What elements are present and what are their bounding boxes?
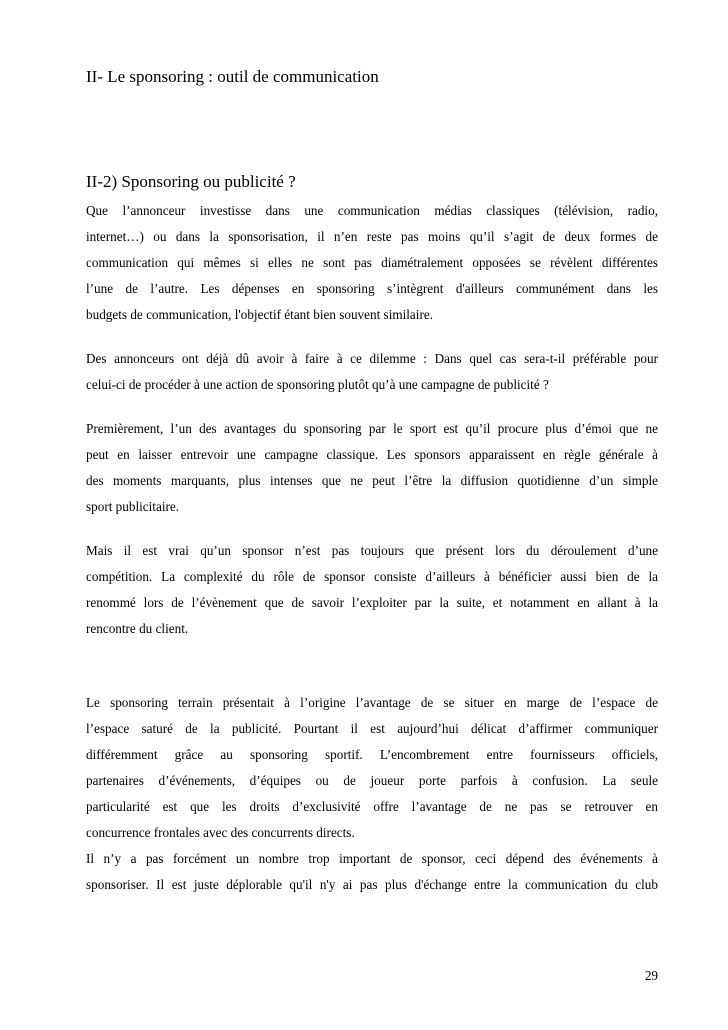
paragraph-4-line: rencontre du client. <box>86 621 189 636</box>
subsection-title: II-2) Sponsoring ou publicité ? <box>86 172 296 191</box>
paragraph-2-line: celui-ci de procéder à une action de sponsoring plutôt qu’à une campagne de publicité ? <box>86 377 549 392</box>
paragraph-3-line: peut en laisser entrevoir une campagne classique. Les sponsors apparaissent en règle générale à <box>86 447 658 462</box>
paragraph-3-line: Premièrement, l’un des avantages du sponsoring par le sport est qu’il procure plus d’émoi que ne <box>86 421 658 436</box>
paragraph-5-line: l’espace saturé de la publicité. Pourtant il est aujourd’hui délicat d’affirmer communiquer <box>86 721 658 736</box>
paragraph-1-line: budgets de communication, l'objectif étant bien souvent similaire. <box>86 307 433 322</box>
paragraph-6-line: Il n’y a pas forcément un nombre trop important de sponsor, ceci dépend des événements à <box>86 851 658 866</box>
paragraph-3-line: sport publicitaire. <box>86 499 180 514</box>
paragraph-3-line: des moments marquants, plus intenses que ne peut l’être la diffusion quotidienne d’un simple <box>86 473 658 488</box>
paragraph-5-line: particularité est que les droits d’exclusivité offre l’avantage de ne pas se retrouver en <box>86 799 658 814</box>
paragraph-1-line: internet…) ou dans la sponsorisation, il n’en reste pas moins qu’il s’agit de deux formes de <box>86 229 658 244</box>
paragraph-4-line: Mais il est vrai qu’un sponsor n’est pas toujours que présent lors du déroulement d’une <box>86 543 658 558</box>
section-title: II- Le sponsoring : outil de communication <box>86 67 379 86</box>
paragraph-4-line: compétition. La complexité du rôle de sponsor consiste d’ailleurs à bénéficier aussi bien de la <box>86 569 658 584</box>
paragraph-5-line: Le sponsoring terrain présentait à l’origine l’avantage de se situer en marge de l’espace de <box>86 695 658 710</box>
paragraph-1-line: communication qui mêmes si elles ne sont pas diamétralement opposées se révèlent différentes <box>86 255 658 270</box>
paragraph-5-line: différemment grâce au sponsoring sportif. L’encombrement entre fournisseurs officiels, <box>86 747 658 762</box>
page-number: 29 <box>644 968 658 983</box>
paragraph-5-line: concurrence frontales avec des concurrents directs. <box>86 825 355 840</box>
paragraph-2-line: Des annonceurs ont déjà dû avoir à faire à ce dilemme : Dans quel cas sera-t-il préférable pour <box>86 351 658 366</box>
paragraph-4-line: renommé lors de l’évènement que de savoir l’exploiter par la suite, et notamment en allant à la <box>86 595 658 610</box>
paragraph-1-line: l’une de l’autre. Les dépenses en sponsoring s’intègrent d'ailleurs communément dans les <box>86 281 658 296</box>
paragraph-1-line: Que l’annonceur investisse dans une communication médias classiques (télévision, radio, <box>86 203 658 218</box>
paragraph-5-line: partenaires d’événements, d’équipes ou de joueur porte parfois à confusion. La seule <box>86 773 658 788</box>
paragraph-6-line: sponsoriser. Il est juste déplorable qu'il n'y ai pas plus d'échange entre la communication du club <box>86 877 658 892</box>
